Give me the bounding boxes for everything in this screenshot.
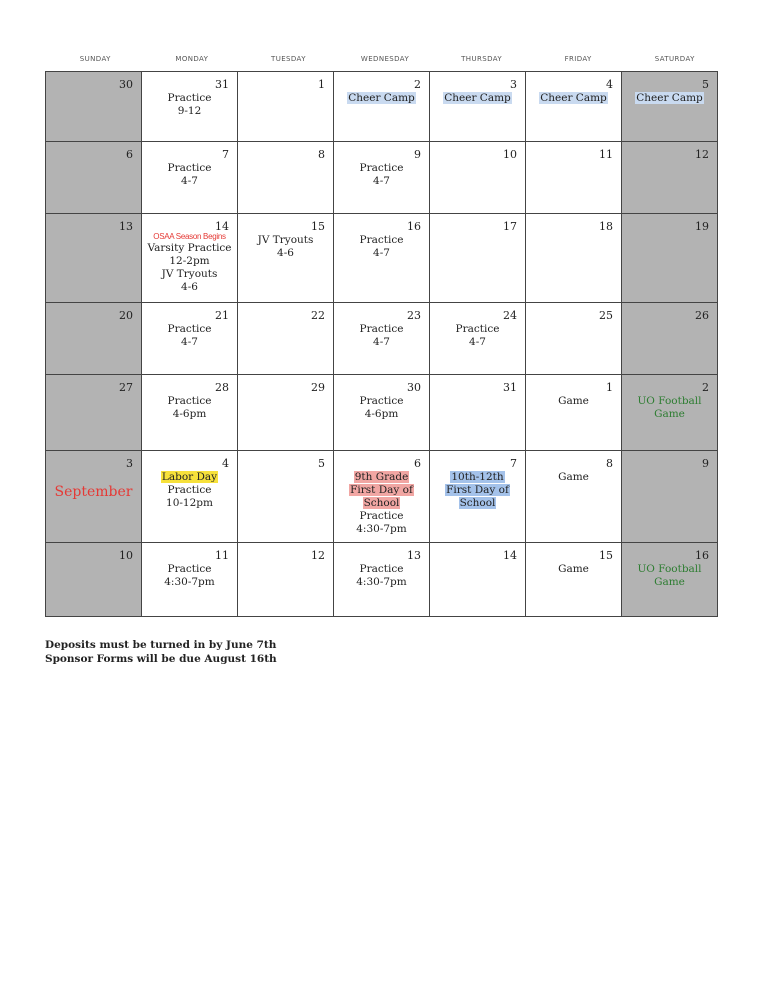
- week-row: [46, 72, 718, 142]
- event-line: JV Tryouts: [161, 268, 218, 280]
- day-number: 1: [318, 78, 325, 91]
- day-number: 13: [119, 220, 133, 233]
- event-line: Practice: [167, 92, 212, 104]
- event-highlight: Labor Day: [161, 471, 218, 483]
- week-row: [46, 214, 718, 303]
- event-highlight: First Day of: [446, 484, 509, 496]
- event-line-wrap: [526, 92, 621, 105]
- event-line-wrap: [622, 395, 717, 408]
- week-row: [46, 303, 718, 375]
- event-line: 9-12: [177, 105, 202, 117]
- day-events: [334, 471, 429, 536]
- event-line: Practice: [455, 323, 500, 335]
- event-highlight: 9th Grade: [354, 471, 409, 483]
- day-cell: [46, 72, 142, 142]
- event-highlight: Cheer Camp: [636, 92, 703, 104]
- event-line-wrap: [334, 408, 429, 421]
- day-events: [334, 162, 429, 188]
- week-row: [46, 543, 718, 617]
- day-events: [142, 395, 237, 421]
- day-events: [238, 234, 333, 260]
- day-number: 3: [510, 78, 517, 91]
- day-number: 11: [215, 549, 229, 562]
- day-cell: [526, 214, 622, 303]
- day-events: [526, 563, 621, 576]
- day-cell: [334, 303, 430, 375]
- event-line-wrap: [142, 162, 237, 175]
- event-line-wrap: [430, 484, 525, 497]
- day-cell: [334, 543, 430, 617]
- day-number: 6: [414, 457, 421, 470]
- day-events: [334, 563, 429, 589]
- note-deposits: Deposits must be turned in by June 7th: [45, 639, 277, 651]
- day-events: [430, 92, 525, 105]
- day-cell: [526, 72, 622, 142]
- event-line: 4-7: [469, 336, 486, 348]
- day-cell: [430, 214, 526, 303]
- event-line: Game: [558, 395, 589, 407]
- day-cell: [334, 375, 430, 451]
- month-label: September: [54, 484, 133, 500]
- day-cell: [142, 142, 238, 214]
- event-line: 4-7: [373, 247, 390, 259]
- event-line-wrap: [334, 234, 429, 247]
- event-line-wrap: [142, 471, 237, 484]
- day-number: 25: [599, 309, 613, 322]
- event-line-wrap: [142, 323, 237, 336]
- day-number: 29: [311, 381, 325, 394]
- day-cell: [526, 543, 622, 617]
- event-line-wrap: [622, 576, 717, 589]
- event-line-wrap: [430, 497, 525, 510]
- notes: [45, 638, 277, 666]
- event-line: 4-7: [373, 175, 390, 187]
- event-line-wrap: [142, 484, 237, 497]
- day-number: 8: [606, 457, 613, 470]
- event-line-wrap: [334, 523, 429, 536]
- day-header-thursday: THURSDAY: [461, 55, 503, 63]
- event-line-wrap: [430, 92, 525, 105]
- event-line-wrap: [142, 242, 237, 255]
- event-line: JV Tryouts: [257, 234, 314, 246]
- event-line-wrap: [334, 162, 429, 175]
- event-line-wrap: [142, 231, 237, 242]
- event-line-wrap: [142, 268, 237, 281]
- day-number: 2: [414, 78, 421, 91]
- day-events: [142, 563, 237, 589]
- day-cell: [622, 142, 718, 214]
- event-highlight: Game: [654, 408, 685, 420]
- event-line-wrap: [526, 395, 621, 408]
- day-cell: [334, 451, 430, 543]
- event-line: 4-7: [181, 175, 198, 187]
- day-number: 27: [119, 381, 133, 394]
- day-number: 16: [407, 220, 421, 233]
- event-line: 4:30-7pm: [356, 576, 407, 588]
- day-number: 28: [215, 381, 229, 394]
- day-header-saturday: SATURDAY: [654, 55, 695, 63]
- event-line: 12-2pm: [169, 255, 210, 267]
- day-cell: [430, 142, 526, 214]
- event-line: Practice: [359, 563, 404, 575]
- event-line: Practice: [167, 162, 212, 174]
- day-number: 10: [119, 549, 133, 562]
- day-number: 9: [702, 457, 709, 470]
- day-number: 15: [311, 220, 325, 233]
- day-number: 31: [503, 381, 517, 394]
- week-row: [46, 451, 718, 543]
- event-line-wrap: [622, 563, 717, 576]
- event-line-wrap: [238, 234, 333, 247]
- day-number: 4: [606, 78, 613, 91]
- day-number: 26: [695, 309, 709, 322]
- day-number: 8: [318, 148, 325, 161]
- event-line-wrap: [142, 563, 237, 576]
- day-cell: [238, 451, 334, 543]
- event-line: Practice: [167, 395, 212, 407]
- day-cell: [526, 375, 622, 451]
- day-header-monday: MONDAY: [175, 55, 209, 63]
- day-cell: [46, 451, 142, 543]
- event-line: Practice: [359, 323, 404, 335]
- day-cell: [526, 451, 622, 543]
- day-header-tuesday: TUESDAY: [271, 55, 306, 63]
- day-number: 12: [311, 549, 325, 562]
- day-cell: [46, 214, 142, 303]
- event-highlight: UO Football: [637, 395, 702, 407]
- event-highlight: Cheer Camp: [444, 92, 511, 104]
- event-line-wrap: [334, 323, 429, 336]
- day-cell: [430, 72, 526, 142]
- day-cell: [238, 214, 334, 303]
- day-cell: [430, 451, 526, 543]
- event-line: 4-6: [181, 281, 198, 293]
- day-cell: [142, 543, 238, 617]
- event-line-wrap: [142, 576, 237, 589]
- event-line-wrap: [142, 395, 237, 408]
- event-highlight: Cheer Camp: [540, 92, 607, 104]
- day-number: 30: [119, 78, 133, 91]
- event-line: Practice: [167, 484, 212, 496]
- day-cell: [142, 214, 238, 303]
- day-cell: [46, 303, 142, 375]
- day-events: [142, 92, 237, 118]
- event-line-wrap: [142, 408, 237, 421]
- day-cell: [334, 214, 430, 303]
- day-number: 17: [503, 220, 517, 233]
- event-highlight: UO Football: [637, 563, 702, 575]
- day-events: [334, 323, 429, 349]
- event-line: Practice: [359, 162, 404, 174]
- day-events: [334, 234, 429, 260]
- day-events: [142, 471, 237, 510]
- event-line-wrap: [334, 563, 429, 576]
- event-line: Practice: [359, 234, 404, 246]
- day-cell: [622, 303, 718, 375]
- day-cell: [334, 72, 430, 142]
- day-header-friday: FRIDAY: [564, 55, 592, 63]
- day-cell: [46, 375, 142, 451]
- day-cell: [46, 543, 142, 617]
- day-number: 23: [407, 309, 421, 322]
- day-cell: [430, 543, 526, 617]
- day-number: 6: [126, 148, 133, 161]
- calendar-body: [46, 72, 718, 617]
- day-events: [142, 231, 237, 294]
- calendar-grid: [45, 71, 718, 617]
- event-line: 4-6pm: [364, 408, 399, 420]
- event-line-wrap: [142, 281, 237, 294]
- event-line: 4:30-7pm: [164, 576, 215, 588]
- event-line-wrap: [334, 484, 429, 497]
- day-number: 7: [222, 148, 229, 161]
- day-events: [622, 563, 717, 589]
- event-highlight: First Day of: [350, 484, 413, 496]
- day-number: 1: [606, 381, 613, 394]
- day-number: 5: [702, 78, 709, 91]
- event-line-wrap: [622, 408, 717, 421]
- day-cell: [46, 142, 142, 214]
- event-line-wrap: [334, 175, 429, 188]
- day-cell: [622, 375, 718, 451]
- day-header-row: [47, 52, 723, 66]
- day-events: [142, 162, 237, 188]
- day-cell: [430, 375, 526, 451]
- event-line: Game: [558, 563, 589, 575]
- day-number: 19: [695, 220, 709, 233]
- event-line-wrap: [334, 510, 429, 523]
- day-cell: [142, 451, 238, 543]
- day-events: [526, 395, 621, 408]
- event-line-wrap: [334, 471, 429, 484]
- event-line-wrap: [526, 471, 621, 484]
- event-line: 4:30-7pm: [356, 523, 407, 535]
- event-line: Practice: [359, 395, 404, 407]
- day-number: 10: [503, 148, 517, 161]
- event-line-wrap: [334, 247, 429, 260]
- note-sponsor-forms: Sponsor Forms will be due August 16th: [45, 653, 277, 665]
- day-cell: [238, 543, 334, 617]
- event-highlight: Cheer Camp: [348, 92, 415, 104]
- event-line: 4-7: [373, 336, 390, 348]
- event-line-wrap: [142, 497, 237, 510]
- day-number: 7: [510, 457, 517, 470]
- event-highlight: School: [363, 497, 400, 509]
- event-line: Varsity Practice: [147, 242, 232, 254]
- day-events: [526, 92, 621, 105]
- event-line-wrap: [142, 255, 237, 268]
- event-line-wrap: [334, 576, 429, 589]
- event-highlight: School: [459, 497, 496, 509]
- day-events: [334, 92, 429, 105]
- day-events: [334, 395, 429, 421]
- day-number: 9: [414, 148, 421, 161]
- day-number: 11: [599, 148, 613, 161]
- event-line: Game: [558, 471, 589, 483]
- day-cell: [238, 375, 334, 451]
- day-number: 20: [119, 309, 133, 322]
- day-number: 30: [407, 381, 421, 394]
- day-cell: [142, 303, 238, 375]
- week-row: [46, 375, 718, 451]
- day-cell: [334, 142, 430, 214]
- day-events: [430, 471, 525, 510]
- event-line-wrap: [334, 92, 429, 105]
- day-events: [430, 323, 525, 349]
- day-number: 15: [599, 549, 613, 562]
- day-events: [526, 471, 621, 484]
- event-line-wrap: [142, 175, 237, 188]
- day-number: 2: [702, 381, 709, 394]
- day-cell: [622, 543, 718, 617]
- day-cell: [622, 72, 718, 142]
- event-highlight: Game: [654, 576, 685, 588]
- day-events: [622, 92, 717, 105]
- day-events: [142, 323, 237, 349]
- event-line-wrap: [238, 247, 333, 260]
- event-highlight: 10th-12th: [451, 471, 504, 483]
- day-number: 4: [222, 457, 229, 470]
- day-number: 14: [215, 220, 229, 233]
- event-line: Practice: [167, 563, 212, 575]
- event-line-wrap: [334, 497, 429, 510]
- day-cell: [622, 451, 718, 543]
- day-number: 13: [407, 549, 421, 562]
- day-cell: [622, 214, 718, 303]
- season-notice: OSAA Season Begins: [153, 232, 226, 241]
- day-number: 31: [215, 78, 229, 91]
- day-number: 16: [695, 549, 709, 562]
- event-line-wrap: [334, 395, 429, 408]
- event-line-wrap: [622, 92, 717, 105]
- day-number: 18: [599, 220, 613, 233]
- day-number: 21: [215, 309, 229, 322]
- event-line-wrap: [430, 336, 525, 349]
- day-header-wednesday: WEDNESDAY: [360, 55, 410, 63]
- event-line: 4-6: [277, 247, 294, 259]
- day-number: 5: [318, 457, 325, 470]
- event-line: 4-6pm: [172, 408, 207, 420]
- day-cell: [526, 142, 622, 214]
- event-line-wrap: [430, 471, 525, 484]
- day-number: 12: [695, 148, 709, 161]
- event-line: 10-12pm: [166, 497, 213, 509]
- day-cell: [142, 375, 238, 451]
- day-cell: [142, 72, 238, 142]
- event-line: Practice: [167, 323, 212, 335]
- day-number: 3: [126, 457, 133, 470]
- event-line-wrap: [430, 323, 525, 336]
- event-line: Practice: [359, 510, 404, 522]
- event-line: 4-7: [181, 336, 198, 348]
- event-line-wrap: [142, 336, 237, 349]
- event-line-wrap: [142, 105, 237, 118]
- week-row: [46, 142, 718, 214]
- day-cell: [526, 303, 622, 375]
- event-line-wrap: [334, 336, 429, 349]
- day-number: 24: [503, 309, 517, 322]
- day-cell: [238, 72, 334, 142]
- day-header-sunday: SUNDAY: [79, 55, 111, 63]
- day-number: 22: [311, 309, 325, 322]
- day-events: [622, 395, 717, 421]
- day-cell: [430, 303, 526, 375]
- event-line-wrap: [142, 92, 237, 105]
- day-number: 14: [503, 549, 517, 562]
- event-line-wrap: [526, 563, 621, 576]
- day-cell: [238, 303, 334, 375]
- day-cell: [238, 142, 334, 214]
